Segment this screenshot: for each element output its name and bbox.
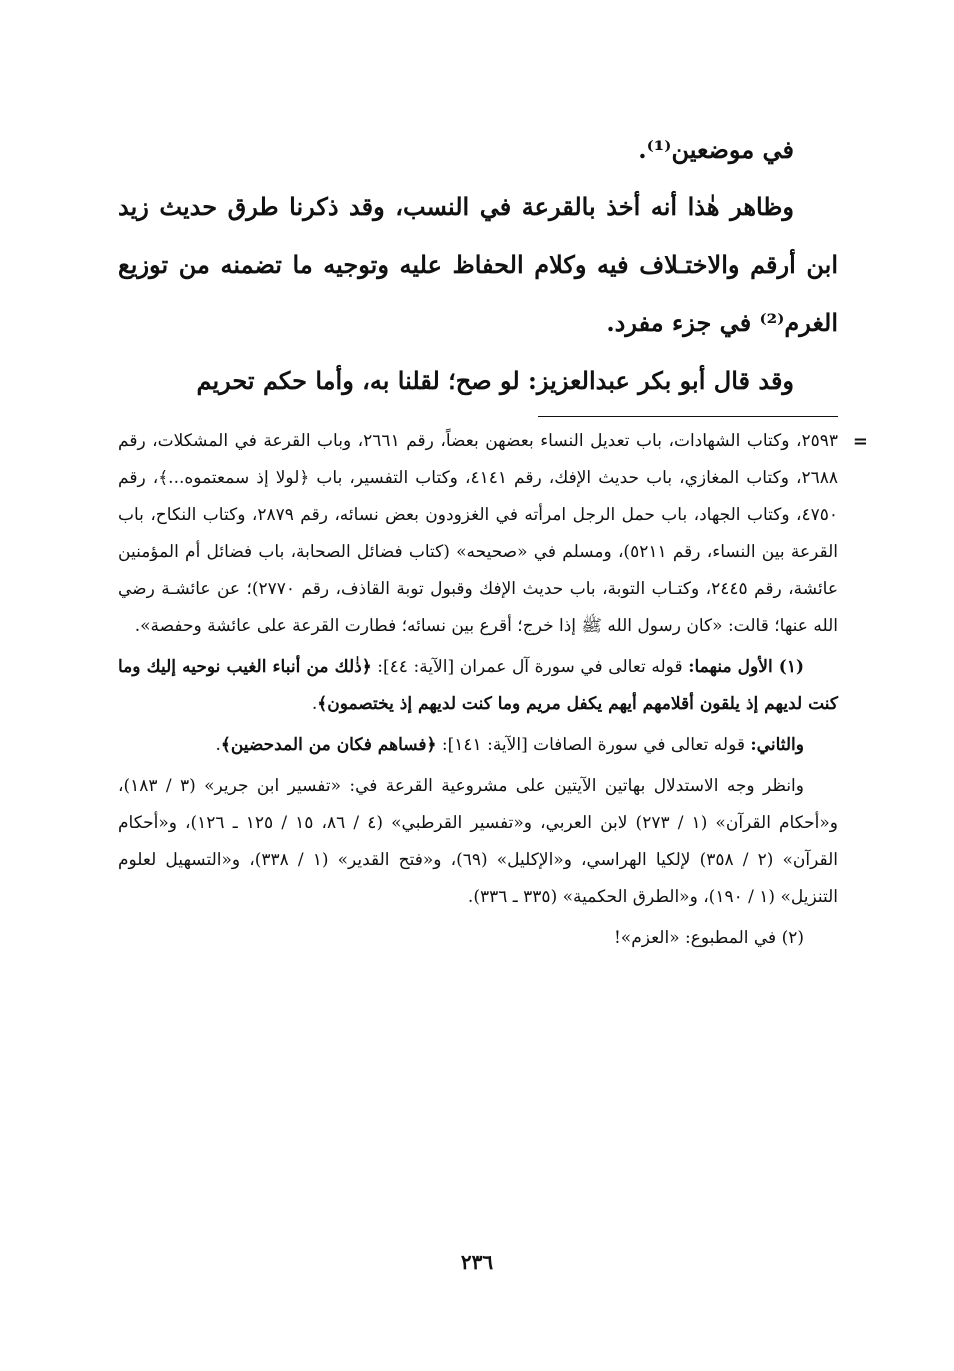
footnote-continuation: ٢٥٩٣، وكتاب الشهادات، باب تعديل النساء بعضهن بعضاً، رقم ٢٦٦١، وباب القرعة في المشكلات، رقم ٢٦٨٨، وكتاب المغازي، باب حديث الإفك، رقم ٤١٤١، وكتاب التفسير، باب ﴿لولا إذ سمعتموه...﴾، رقم ٤٧٥٠، وكتاب الجهاد، باب حمل الرجل امرأته في الغزودون بعض نسائه، رقم ٢٨٧٩، وكتاب النكاح، باب القرعة بين النساء، رقم ٥٢١١)، ومسلم في «صحيحه» (كتاب فضائل الصحابة، باب فضائل أم المؤمنين عائشة، رقم ٢٤٤٥، وكتـاب التوبة، باب حديث الإفك وقبول توبة القاذف، رقم ٢٧٧٠)؛ عن عائشـة رضي الله عنها؛ قالت: «كان رسول الله ﷺ إذا خرج؛ أقرع بين نسائه؛ فطارت القرعة على عائشة وحفصة».	[118, 431, 839, 636]
page-body	[118, 128, 868, 957]
footnote-1-second-lead: والثاني:	[750, 735, 804, 755]
main-paragraph-2: وظاهر هٰذا أنه أخذ بالقرعة في النسب، وقد ذكرنا طرق حديث زيد ابن أرقم والاختـلاف فيه وكلام الحفاظ عليه وتوجيه ما تضمنه من توزيع الغرم⁽²⁾ في جزء مفرد.	[118, 192, 838, 337]
footnote-separator	[538, 416, 838, 417]
footnote-continuation-mark: =	[852, 431, 868, 452]
footnote-1-second	[118, 727, 838, 764]
footnote-1-references: وانظر وجه الاستدلال بهاتين الآيتين على مشروعية القرعة في: «تفسير ابن جرير» (٣ / ١٨٣)، و«أحكام القرآن» (١ / ٢٧٣) لابن العربي، و«تفسير القرطبي» (٤ / ٨٦، ١٥ / ١٢٥ ـ ١٢٦)، و«أحكام القرآن» (٢ / ٣٥٨) لإلكيا الهراسي، و«الإكليل» (٦٩)، و«فتح القدير» (١ / ٣٣٨)، و«التسهيل لعلوم التنزيل» (١ / ١٩٠)، و«الطرق الحكمية» (٣٣٥ ـ ٣٣٦).	[118, 776, 838, 907]
footnote-2: (٢) في المطبوع: «العزم»!	[613, 928, 804, 948]
footnote-1-lead: (١) الأول منهما:	[688, 657, 805, 677]
footnote-1	[118, 649, 838, 723]
footnote-1-second-body: قوله تعالى في سورة الصافات [الآية: ١٤١]:	[436, 735, 751, 755]
footnote-1-verse: ﴿ذٰلك من أنباء الغيب نوحيه إليك وما كنت لديهم إذ يلقون أقلامهم أيهم يكفل مريم وما كنت لديهم إذ يختصمون﴾	[118, 657, 838, 714]
main-paragraph-3: وقد قال أبو بكر عبدالعزيز: لو صح؛ لقلنا به، وأما حكم تحريم	[196, 366, 794, 395]
footnote-1-body: قوله تعالى في سورة آل عمران [الآية: ٤٤]:	[371, 657, 689, 677]
footnotes	[118, 423, 868, 957]
footnote-1-second-verse: ﴿فساهم فكان من المدحضين﴾	[220, 735, 437, 755]
footnote-1-second-end: .	[215, 735, 221, 755]
main-paragraph-1: في موضعين⁽¹⁾.	[638, 135, 794, 164]
main-text	[118, 128, 838, 410]
footnote-1-end: .	[311, 694, 318, 714]
page-number: ٢٣٦	[460, 1250, 494, 1274]
